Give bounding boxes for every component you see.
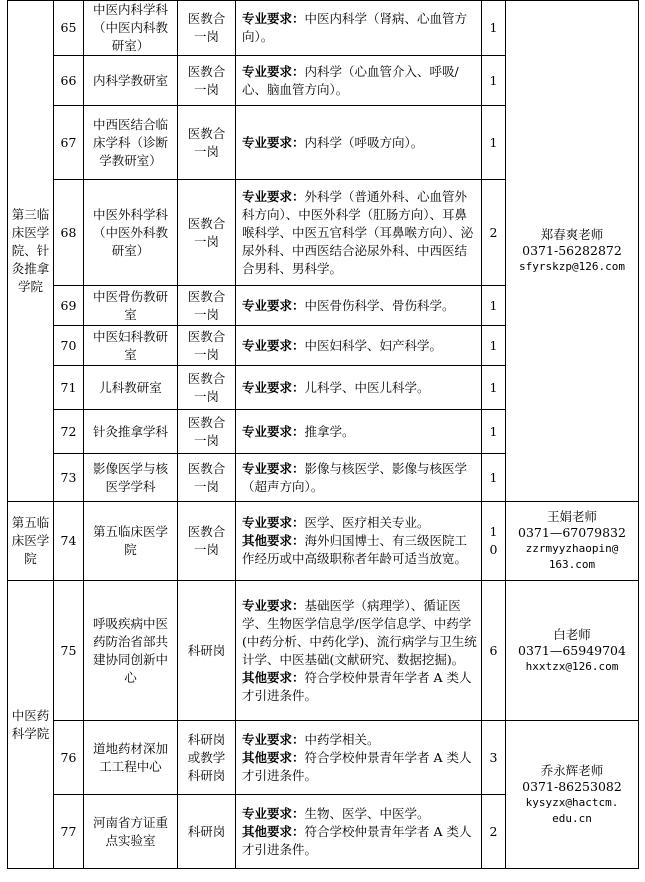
- row-number: 67: [54, 106, 84, 180]
- other-label: 其他要求：: [242, 669, 305, 685]
- row-number: 65: [54, 1, 84, 56]
- post-type-cell: 科研岗: [178, 795, 236, 869]
- requirement-cell: [236, 180, 482, 286]
- contact-email: kysyzx@hactcm.: [525, 795, 619, 809]
- table-row: [8, 581, 639, 721]
- row-number: 71: [54, 366, 84, 410]
- other-text: 符合学校仲景青年学者 A 类人才引进条件。: [242, 669, 472, 703]
- row-number: 74: [54, 502, 84, 581]
- contact-phone: 0371-86253082: [522, 778, 622, 794]
- department-cell: 内科学教研室: [84, 56, 178, 106]
- department-cell: 呼吸疾病中医药防治省部共建协同创新中心: [84, 581, 178, 721]
- department-cell: 针灸推拿学科: [84, 410, 178, 454]
- contact-name: 王娟老师: [546, 509, 597, 524]
- major-label: 专业要求：: [242, 379, 305, 395]
- post-type-cell: 医教合一岗: [178, 56, 236, 106]
- contact-phone: 0371—67079832: [518, 525, 626, 540]
- contact-phone: 0371-56282872: [522, 243, 622, 258]
- row-number: 70: [54, 326, 84, 366]
- count-cell: 1: [482, 326, 506, 366]
- post-type-cell: 医教合一岗: [178, 502, 236, 581]
- contact-cell: [506, 502, 639, 581]
- major-label: 专业要求：: [242, 515, 305, 530]
- major-text: 推拿学。: [304, 423, 355, 439]
- row-number: 75: [54, 581, 84, 721]
- post-type-cell: 科研岗: [178, 581, 236, 721]
- post-type-cell: 医教合一岗: [178, 286, 236, 326]
- department-cell: 中医骨伤教研室: [84, 286, 178, 326]
- contact-name: 白老师: [553, 626, 591, 642]
- major-text: 医学、医疗相关专业。: [304, 515, 430, 530]
- count-cell: 2: [482, 795, 506, 869]
- major-text: 中医妇科学、妇产科学。: [304, 337, 443, 353]
- requirement-cell: [236, 454, 482, 502]
- post-type-cell: 医教合一岗: [178, 180, 236, 286]
- requirement-cell: [236, 581, 482, 721]
- count-cell: 3: [482, 721, 506, 795]
- major-label: 专业要求：: [242, 63, 305, 79]
- department-cell: 中医外科学科（中医外科教研室）: [84, 180, 178, 286]
- count-cell: 1: [482, 454, 506, 502]
- major-label: 专业要求：: [242, 423, 305, 439]
- department-cell: 第五临床医学院: [84, 502, 178, 581]
- contact-phone: 0371—65949704: [518, 642, 626, 658]
- requirement-cell: [236, 795, 482, 869]
- contact-cell: [506, 581, 639, 721]
- row-number: 72: [54, 410, 84, 454]
- post-type-cell: 医教合一岗: [178, 366, 236, 410]
- major-label: 专业要求：: [242, 731, 305, 747]
- contact-email: sfyrskzp@126.com: [519, 260, 625, 273]
- requirement-cell: [236, 1, 482, 56]
- post-type-cell: 医教合一岗: [178, 106, 236, 180]
- count-cell: 1: [482, 366, 506, 410]
- major-label: 专业要求：: [242, 188, 305, 204]
- requirement-cell: [236, 502, 482, 581]
- other-text: 海外归国博士、有三级医院工作经历或中高级职称者年龄可适当放宽。: [242, 533, 468, 566]
- table-row: [8, 502, 639, 581]
- major-text: 外科学（普通外科、心血管外科方向）、中医外科学（肛肠方向）、耳鼻喉科学、中医五官科学（耳鼻喉方向）、泌尿外科、中西医结合泌尿外科、中西医结合男科、男科学。: [242, 188, 474, 276]
- post-type-cell: 科研岗或教学科研岗: [178, 721, 236, 795]
- other-label: 其他要求：: [242, 533, 305, 548]
- row-number: 69: [54, 286, 84, 326]
- other-label: 其他要求：: [242, 823, 305, 839]
- post-type-cell: 医教合一岗: [178, 410, 236, 454]
- count-cell: 1: [482, 56, 506, 106]
- table-row: [8, 721, 639, 795]
- college-cell: 中医药科学院: [8, 581, 54, 869]
- requirement-cell: [236, 286, 482, 326]
- row-number: 66: [54, 56, 84, 106]
- major-text: 内科学（呼吸方向）。: [304, 134, 424, 150]
- major-text: 影像与核医学、影像与核医学（超声方向）。: [242, 460, 468, 494]
- department-cell: 河南省方证重点实验室: [84, 795, 178, 869]
- other-label: 其他要求：: [242, 749, 305, 765]
- count-cell: 1: [482, 410, 506, 454]
- post-type-cell: 医教合一岗: [178, 326, 236, 366]
- contact-name: 郑春爽老师: [540, 227, 604, 242]
- department-cell: 中医妇科教研室: [84, 326, 178, 366]
- major-text: 中药学相关。: [304, 731, 380, 747]
- department-cell: 道地药材深加工工程中心: [84, 721, 178, 795]
- row-number: 73: [54, 454, 84, 502]
- table-row: [8, 1, 639, 56]
- row-number: 77: [54, 795, 84, 869]
- requirement-cell: [236, 326, 482, 366]
- major-text: 生物、医学、中医学。: [304, 805, 430, 821]
- post-type-cell: 医教合一岗: [178, 454, 236, 502]
- major-label: 专业要求：: [242, 805, 305, 821]
- post-type-cell: 医教合一岗: [178, 1, 236, 56]
- contact-cell: [506, 721, 639, 869]
- count-cell: 6: [482, 581, 506, 721]
- contact-email-domain: 163.com: [548, 558, 596, 571]
- major-label: 专业要求：: [242, 297, 305, 313]
- major-text: 中医内科学（肾病、心血管方向）。: [242, 11, 468, 44]
- count-cell: 1: [482, 286, 506, 326]
- major-text: 内科学（心血管介入、呼吸/心、脑血管方向）。: [242, 63, 459, 97]
- requirement-cell: [236, 410, 482, 454]
- contact-email: hxxtzx@126.com: [525, 659, 619, 673]
- count-cell: 1: [482, 1, 506, 56]
- department-cell: 影像医学与核医学学科: [84, 454, 178, 502]
- major-text: 基础医学（病理学）、循证医学、生物医学信息学/医学信息学、中药学(中药分析、中药化学)、流行病学与卫生统计学、中医基础(文献研究、数据挖掘)。: [242, 597, 477, 667]
- major-text: 中医骨伤科学、骨伤科学。: [304, 297, 455, 313]
- major-label: 专业要求：: [242, 11, 305, 26]
- contact-email-domain: edu.cn: [552, 811, 592, 825]
- major-label: 专业要求：: [242, 337, 305, 353]
- college-cell: 第三临床医学院、针灸推拿学院: [8, 1, 54, 502]
- major-label: 专业要求：: [242, 460, 305, 476]
- recruitment-table: [7, 0, 639, 869]
- major-text: 儿科学、中医儿科学。: [304, 379, 430, 395]
- count-cell: 1: [482, 106, 506, 180]
- count-cell: 10: [482, 502, 506, 581]
- requirement-cell: [236, 106, 482, 180]
- college-cell: 第五临床医学院: [8, 502, 54, 581]
- requirement-cell: [236, 366, 482, 410]
- department-cell: 中西医结合临床学科（诊断学教研室）: [84, 106, 178, 180]
- other-text: 符合学校仲景青年学者 A 类人才引进条件。: [242, 823, 472, 857]
- contact-email: zzrmyyzhaopin@: [525, 542, 619, 555]
- row-number: 76: [54, 721, 84, 795]
- major-label: 专业要求：: [242, 597, 305, 613]
- row-number: 68: [54, 180, 84, 286]
- major-label: 专业要求：: [242, 134, 305, 150]
- department-cell: 中医内科学科（中医内科教研室）: [84, 1, 178, 56]
- contact-cell: [506, 1, 639, 502]
- count-cell: 2: [482, 180, 506, 286]
- department-cell: 儿科教研室: [84, 366, 178, 410]
- requirement-cell: [236, 56, 482, 106]
- other-text: 符合学校仲景青年学者 A 类人才引进条件。: [242, 749, 472, 783]
- requirement-cell: [236, 721, 482, 795]
- contact-name: 乔永辉老师: [540, 762, 604, 778]
